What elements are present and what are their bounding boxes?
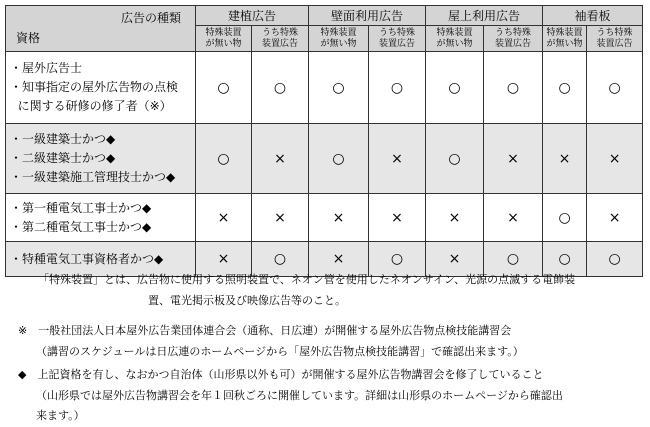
- subheader-text: 特殊装置: [436, 27, 473, 38]
- eligibility-mark: ○: [426, 52, 484, 124]
- eligibility-mark: ×: [196, 194, 252, 242]
- eligibility-mark: ○: [587, 242, 643, 277]
- subheader-text: 装置広告: [262, 38, 299, 49]
- category-header-projecting: 袖看板: [543, 6, 643, 26]
- subheader-text: うち特殊: [379, 27, 416, 38]
- table-row: [6, 52, 643, 124]
- eligibility-mark: ○: [196, 52, 252, 124]
- eligibility-mark: ○: [252, 242, 309, 277]
- eligibility-mark: ○: [369, 52, 426, 124]
- eligibility-mark: ×: [543, 124, 587, 194]
- category-header-standing: 建植広告: [196, 6, 309, 26]
- eligibility-mark: ×: [309, 242, 369, 277]
- eligibility-mark: ×: [369, 194, 426, 242]
- qualification-table: [5, 5, 643, 277]
- eligibility-mark: ○: [426, 124, 484, 194]
- subheader-text: うち特殊: [596, 27, 633, 38]
- note-kome-line1: ※ 一般社団法人日本屋外広告業団体連合会（通称、日広連）が開催する屋外広告物点検技能講習会: [18, 324, 512, 337]
- eligibility-mark: ×: [196, 242, 252, 277]
- eligibility-mark: ×: [426, 242, 484, 277]
- note-kome-line2: （講習のスケジュールは日広連のホームページから「屋外広告物点検技能講習」で確認出来ます。）: [36, 345, 524, 358]
- qualification-line: ・特種電気工事資格者かつ◆: [10, 251, 164, 266]
- eligibility-mark: ×: [252, 194, 309, 242]
- table-row: [6, 194, 643, 242]
- eligibility-mark: ○: [309, 52, 369, 124]
- qualification-line: ・一級建築士かつ◆: [10, 132, 116, 146]
- qualification-line: ・屋外広告士: [10, 61, 83, 75]
- eligibility-mark: ○: [543, 242, 587, 277]
- eligibility-mark: ×: [484, 124, 543, 194]
- qualification-line: ・二級建築士かつ◆: [10, 151, 116, 165]
- subheader-text: 装置広告: [379, 38, 416, 49]
- subheader-no-special-device: [309, 26, 369, 52]
- eligibility-mark: ○: [369, 242, 426, 277]
- eligibility-mark: ×: [426, 194, 484, 242]
- subheader-text: うち特殊: [262, 27, 299, 38]
- eligibility-mark: ○: [543, 194, 587, 242]
- qualification-cell: [6, 52, 196, 124]
- subheader-text: うち特殊: [495, 27, 532, 38]
- subheader-text: 装置広告: [495, 38, 532, 49]
- subheader-text: が無い物: [546, 38, 583, 49]
- subheader-with-special-device: [369, 26, 426, 52]
- category-header-wall: 壁面利用広告: [309, 6, 426, 26]
- subheader-text: 特殊装置: [320, 27, 357, 38]
- eligibility-mark: ○: [587, 52, 643, 124]
- subheader-text: が無い物: [320, 38, 357, 49]
- subheader-with-special-device: [587, 26, 643, 52]
- subheader-with-special-device: [252, 26, 309, 52]
- eligibility-mark: ×: [309, 194, 369, 242]
- eligibility-mark: ×: [484, 194, 543, 242]
- subheader-no-special-device: [196, 26, 252, 52]
- category-header-rooftop: 屋上利用広告: [426, 6, 543, 26]
- qualification-line: ・第二種電気工事士かつ◆: [10, 219, 152, 234]
- ad-type-header: 広告の種類: [120, 11, 181, 25]
- table-body: [6, 52, 643, 277]
- qualification-line: ・一級建築施工管理技士かつ◆: [10, 170, 176, 184]
- qualification-cell: [6, 124, 196, 194]
- eligibility-mark: ○: [252, 52, 309, 124]
- note-diamond-line3: 来ます。）: [36, 409, 85, 422]
- qualification-line: ・知事指定の屋外広告物の点検: [10, 80, 179, 94]
- eligibility-mark: ○: [543, 52, 587, 124]
- qualification-line: ・第一種電気工事士かつ◆: [10, 200, 152, 215]
- subheader-no-special-device: [543, 26, 587, 52]
- eligibility-mark: ○: [484, 52, 543, 124]
- note-tokushu-line2: 置、電光掲示板及び映像広告等のこと。: [148, 294, 346, 307]
- subheader-text: 特殊装置: [205, 27, 242, 38]
- eligibility-mark: ×: [587, 194, 643, 242]
- subheader-no-special-device: [426, 26, 484, 52]
- subheader-text: が無い物: [436, 38, 473, 49]
- eligibility-mark: ○: [484, 242, 543, 277]
- eligibility-mark: ×: [369, 124, 426, 194]
- qualification-header: 資格: [16, 31, 41, 45]
- qualification-line: に関する研修の修了者（※）: [10, 99, 172, 113]
- eligibility-mark: ×: [252, 124, 309, 194]
- subheader-text: が無い物: [205, 38, 242, 49]
- note-diamond-line2: （山形県では屋外広告物講習会を年１回秋ごろに開催しています。詳細は山形県のホームページから確認出: [36, 389, 563, 402]
- subheader-with-special-device: [484, 26, 543, 52]
- table-row: [6, 124, 643, 194]
- eligibility-mark: ×: [587, 124, 643, 194]
- eligibility-mark: ○: [309, 124, 369, 194]
- eligibility-mark: ○: [196, 124, 252, 194]
- subheader-text: 装置広告: [596, 38, 633, 49]
- qualification-cell: [6, 194, 196, 242]
- subheader-text: 特殊装置: [546, 27, 583, 38]
- table-corner-header: [6, 6, 196, 52]
- note-diamond-line1: ◆ 上記資格を有し、なおかつ自治体（山形県以外も可）が開催する屋外広告物講習会を修了していること: [18, 368, 544, 381]
- note-tokushu-line1: 「特殊装置」とは、広告物に使用する照明装置で、ネオン管を使用したネオンサイン、光源の点滅する電飾装: [38, 273, 576, 286]
